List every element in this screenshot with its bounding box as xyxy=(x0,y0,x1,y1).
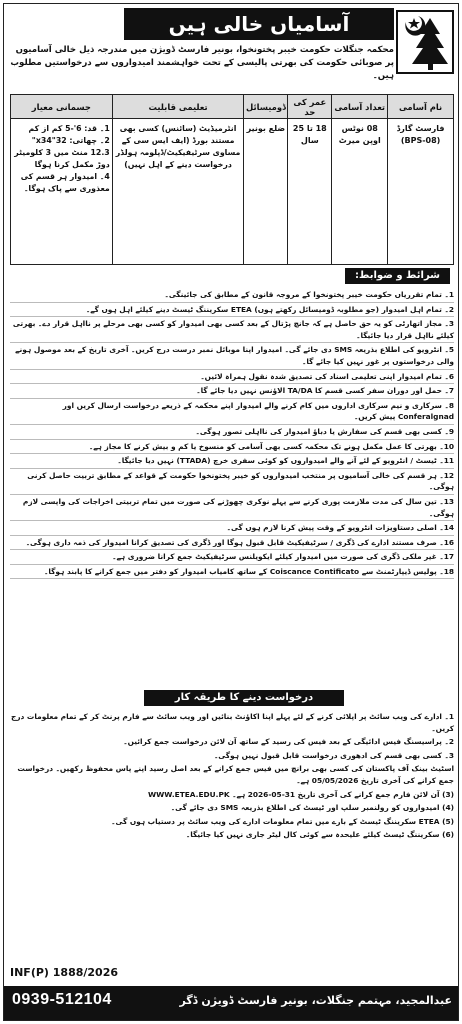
post-count: 08 نوٹس xyxy=(341,124,378,133)
advertisement-page xyxy=(3,3,459,1021)
list-item: 17۔ غیر ملکی ڈگری کی صورت میں امیدوار کیلئے ایکویلنس سرٹیفیکیٹ جمع کرانا ضروری ہے۔ xyxy=(10,550,454,565)
list-item: 10۔ بھرتی کا عمل مکمل ہونے تک محکمہ کسی بھی آسامی کو منسوخ یا کم و بیش کرنے کا مجاز ہے۔ xyxy=(10,440,454,455)
list-item: (5) ETEA سکریننگ ٹیسٹ کے بارے میں تمام معلومات ادارے کی ویب سائٹ پر دستیاب ہوں گی۔ xyxy=(111,816,454,826)
cell-count xyxy=(332,119,388,265)
table-row xyxy=(11,119,454,265)
phone-number: 0939-512104 xyxy=(12,991,112,1008)
list-item: 3۔ کسی بھی قسم کی ادھوری درخواست قابل قبول نہیں ہوگی۔ xyxy=(213,750,454,760)
criteria-item: 4۔ امیدوار ہر قسم کی معذوری سے پاک ہوگا۔ xyxy=(20,172,110,193)
criteria-item: 1۔ قد: 6'-5 کم از کم xyxy=(28,124,110,133)
pine-tree-crescent-emblem-icon xyxy=(396,10,454,74)
list-item: 16۔ صرف مستند ادارے کی ڈگری / سرٹیفیکیٹ قابل قبول ہوگا اور ڈگری کی تصدیق کرانا امیدوار کی ذمہ داری ہوگی۔ xyxy=(10,536,454,551)
list-item: 13۔ تین سال کی مدت ملازمت پوری کرنے سے پہلے نوکری چھوڑنے کی صورت میں تمام تربیتی اخراجات کی واپسی لازم ہوگی۔ xyxy=(10,495,454,521)
method-heading: درخواست دینے کا طریقہ کار xyxy=(144,690,344,706)
list-item: 14۔ اصلی دستاویزات انٹرویو کے وقت پیش کرنا لازم ہوں گی۔ xyxy=(10,521,454,536)
post-bps: (BPS-08) xyxy=(400,136,441,145)
cell-qualification: انٹرمیڈیٹ (سائنس) کسی بھی مستند بورڈ (ایف ایس سی کے مساوی سرٹیفیکیٹ/ڈپلومہ ہولڈر درخواست دینے کے اہل نہیں) xyxy=(112,119,244,265)
list-item: 1۔ ادارے کی ویب سائٹ پر اپلائی کرنے کے لئے پہلے اپنا اکاؤنٹ بنائیں اور ویب سائٹ سے فارم پرنٹ کر کے تمام معلومات درج کریں۔ xyxy=(10,712,454,733)
reference-number: INF(P) 1888/2026 xyxy=(10,966,119,979)
criteria-item: 2۔ چھاتی: 32"x34" xyxy=(31,136,110,145)
vacancy-table xyxy=(10,94,454,265)
post-name: فارسٹ گارڈ xyxy=(396,124,445,133)
header xyxy=(4,4,459,90)
list-item: (4) امیدواروں کو رولنمبر سلپ اور ٹیسٹ کی اطلاع بذریعہ SMS دی جائے گی۔ xyxy=(170,803,454,813)
cell-domicile: ضلع بونیر xyxy=(244,119,288,265)
list-item: (6) سکریننگ ٹیسٹ کیلئے علیحدہ سے کوئی کال لیٹر جاری نہیں کیا جائیگا۔ xyxy=(185,830,454,840)
footer-bar xyxy=(4,986,459,1020)
list-item: 5۔ انٹرویو کی اطلاع بذریعہ SMS دی جائے گی۔ امیدوار اپنا موبائل نمبر درست درج کریں۔ آخری تاریخ کے بعد موصول ہونے والی درخواستوں پر غور نہیں کیا جائے گا۔ xyxy=(10,343,454,369)
cell-physical xyxy=(11,119,113,265)
list-item: 3۔ مجاز اتھارٹی کو یہ حق حاصل ہے کہ جانچ پڑتال کے بعد کسی بھی امیدوار کو کسی بھی مرحلے پر نااہل قرار دے۔ بھرتی کیلئے نااہل قرار دیا جائیگا۔ xyxy=(10,317,454,343)
list-item: 12۔ ہر قسم کی خالی آسامیوں پر منتخب امیدواروں کو خیبر پختونخوا حکومت کے قواعد کے مطابق تربیت حاصل کرنی ہوگی۔ xyxy=(10,469,454,495)
post-count-note: اوپن میرٹ xyxy=(338,136,381,145)
terms-heading: شرائط و ضوابط: xyxy=(345,268,450,284)
col-age: عمر کی حد xyxy=(288,95,332,119)
col-qualification: تعلیمی قابلیت xyxy=(112,95,244,119)
list-item: 8۔ سرکاری و نیم سرکاری اداروں میں کام کرنے والے امیدوار اپنے محکمہ کے ذریعے درخواست ارسال کریں اور Conferalgnad پیش کریں۔ xyxy=(10,399,454,425)
intro-text: محکمہ جنگلات حکومت خیبر پختونخوا، بونیر فارسٹ ڈویژن میں مندرجہ ذیل خالی آسامیوں پر صوبائی حکومت کی بھرتی پالیسی کے تحت خواہشمند امیدواروں سے درخواستیں مطلوب ہیں۔ xyxy=(10,45,394,81)
terms-list xyxy=(10,288,454,579)
list-item: اسٹیٹ بینک آف پاکستان کی کسی بھی برانچ میں فیس جمع کرانے کے بعد اصل رسید اپنے پاس محفوظ رکھیں۔ درخواست جمع کرانے کی آخری تاریخ 05/05/2026 ہے۔ xyxy=(17,764,454,785)
page-title: آسامیاں خالی ہیں xyxy=(124,8,394,40)
list-item: 6۔ تمام امیدوار اپنی تعلیمی اسناد کی تصدیق شدہ نقول ہمراہ لائیں۔ xyxy=(10,370,454,385)
list-item: 2۔ پراسیسنگ فیس ادائیگی کے بعد فیس کی رسید کے ساتھ آن لائن درخواست جمع کرائیں۔ xyxy=(123,737,454,747)
signature-line: عبدالمجید، مہتمم جنگلات، بونیر فارسٹ ڈویژن ڈگر xyxy=(179,994,452,1007)
list-item: 9۔ کسی بھی قسم کی سفارش یا دباؤ امیدوار کی نااہلی تصور ہوگی۔ xyxy=(10,425,454,440)
list-item: 11۔ ٹیسٹ / انٹرویو کے لئے آنے والے امیدواروں کو کوئی سفری خرچ (TTADA) نہیں دیا جائیگا۔ xyxy=(10,454,454,469)
table-header-row xyxy=(11,95,454,119)
list-item: 2۔ تمام اہل امیدوار (جو مطلوبہ ڈومیسائل رکھتے ہوں) ETEA سکریننگ ٹیسٹ دینے کیلئے اہل ہوں گے۔ xyxy=(10,303,454,318)
col-post: نام آسامی xyxy=(388,95,454,119)
cell-post xyxy=(388,119,454,265)
col-physical: جسمانی معیار xyxy=(11,95,113,119)
list-item: 1۔ تمام تقرریاں حکومت خیبر پختونخوا کے مروجہ قانون کے مطابق کی جائینگی۔ xyxy=(10,288,454,303)
list-item: 18۔ پولیس ڈیپارٹمنٹ سے Coiscance Contificato کے ساتھ کامیاب امیدوار کو دفتر میں جمع کرانے کا پابند ہوگا۔ xyxy=(10,565,454,580)
col-domicile: ڈومیسائل xyxy=(244,95,288,119)
cell-age: 18 تا 25 سال xyxy=(288,119,332,265)
col-count: تعداد آسامی xyxy=(332,95,388,119)
list-item: (3) آن لائن فارم جمع کرانے کی آخری تاریخ 31-05-2026 ہے۔ WWW.ETEA.EDU.PK xyxy=(148,789,454,799)
criteria-item: 12.3 منٹ میں 3 کلومیٹر دوڑ مکمل کرنا ہوگا xyxy=(14,148,110,169)
list-item: 7۔ حمل اور دوران سفر کسی قسم کا TA/DA الاؤنس نہیں دیا جائے گا۔ xyxy=(10,384,454,399)
method-list xyxy=(10,710,454,842)
